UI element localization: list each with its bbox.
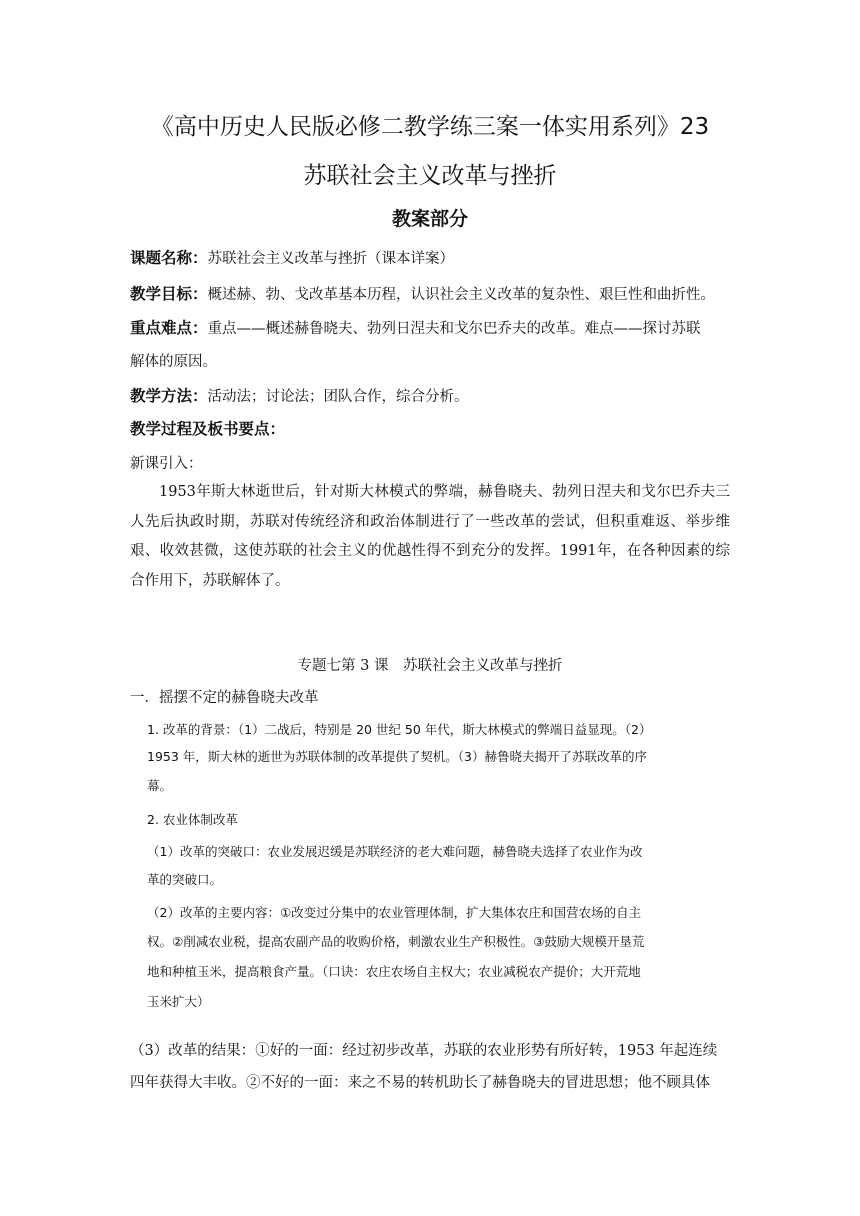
- item2-3-line2: 四年获得大丰收。②不好的一面：来之不易的转机助长了赫鲁晓夫的冒进思想；他不顾具体: [130, 1075, 710, 1091]
- item2-2-line2: 权。②削减农业税，提高农副产品的收购价格，刺激农业生产积极性。③鼓励大规模开垦荒: [147, 934, 645, 949]
- lesson-subtitle: 专题七第 3 课 苏联社会主义改革与挫折: [297, 658, 563, 674]
- item2-2-line4: 玉米扩大）: [147, 994, 210, 1009]
- item2-heading: 2. 农业体制改革: [147, 812, 238, 827]
- intro-paragraph: 1953年斯大林逝世后，针对斯大林模式的弊端，赫鲁晓夫、勃列日涅夫和戈尔巴乔夫三人先后执政时期，苏联对传统经济和政治体制进行了一些改革的尝试，但积重难返、举步维艰、收效甚微，这使苏联的社会主义的优越性得不到充分的发挥。1991年，在各种因素的综合作用下，苏联解体了。: [130, 484, 730, 589]
- item1-line1: 1. 改革的背景：（1）二战后，特别是 20 世纪 50 年代，斯大林模式的弊端日益显现。（2）: [147, 722, 652, 737]
- key-points-label: 重点难点：: [130, 319, 208, 337]
- process-label: 教学过程及板书要点：: [130, 420, 286, 438]
- key-points-value: 重点——概述赫鲁晓夫、勃列日涅夫和戈尔巴乔夫的改革。难点——探讨苏联: [207, 321, 701, 337]
- item2-3-line1: （3）改革的结果：①好的一面：经过初步改革，苏联的农业形势有所好转，1953 年起连续: [130, 1043, 718, 1059]
- method-field: [130, 384, 469, 406]
- method-label: 教学方法：: [130, 387, 208, 405]
- topic-label: 课题名称：: [130, 249, 208, 267]
- goal-value: 概述赫、勃、戈改革基本历程，认识社会主义改革的复杂性、艰巨性和曲折性。: [207, 287, 716, 303]
- item1-line3: 幕。: [147, 778, 173, 793]
- goal-label: 教学目标：: [130, 285, 208, 303]
- key-points-field: [130, 316, 701, 338]
- topic-value: 苏联社会主义改革与挫折（课本详案）: [207, 251, 455, 267]
- process-heading: [130, 417, 285, 439]
- section-title: 教案部分: [391, 208, 468, 230]
- topic-field: [130, 246, 454, 268]
- lesson-title: 苏联社会主义改革与挫折: [303, 163, 557, 189]
- goal-field: [130, 282, 715, 304]
- item2-1-line1: （1）改革的突破口：农业发展迟缓是苏联经济的老大难问题，赫鲁晓夫选择了农业作为改: [147, 844, 643, 859]
- item2-2-line1: （2）改革的主要内容：①改变过分集中的农业管理体制，扩大集体农庄和国营农场的自主: [147, 905, 642, 920]
- key-points-value-continued: 解体的原因。: [130, 354, 217, 370]
- intro-heading: 新课引入：: [130, 456, 203, 472]
- item1-line2: 1953 年，斯大林的逝世为苏联体制的改革提供了契机。（3）赫鲁晓夫揭开了苏联改革的序: [147, 749, 647, 764]
- item2-1-line2: 革的突破口。: [147, 872, 223, 887]
- document-title: 《高中历史人民版必修二教学练三案一体实用系列》23: [150, 114, 710, 140]
- method-value: 活动法；讨论法；团队合作，综合分析。: [207, 389, 469, 405]
- item2-2-line3: 地和种植玉米，提高粮食产量。（口诀：农庄农场自主权大；农业减税农产提价；大开荒地: [147, 964, 641, 979]
- section-heading-1: 一．摇摆不定的赫鲁晓夫改革: [130, 690, 319, 706]
